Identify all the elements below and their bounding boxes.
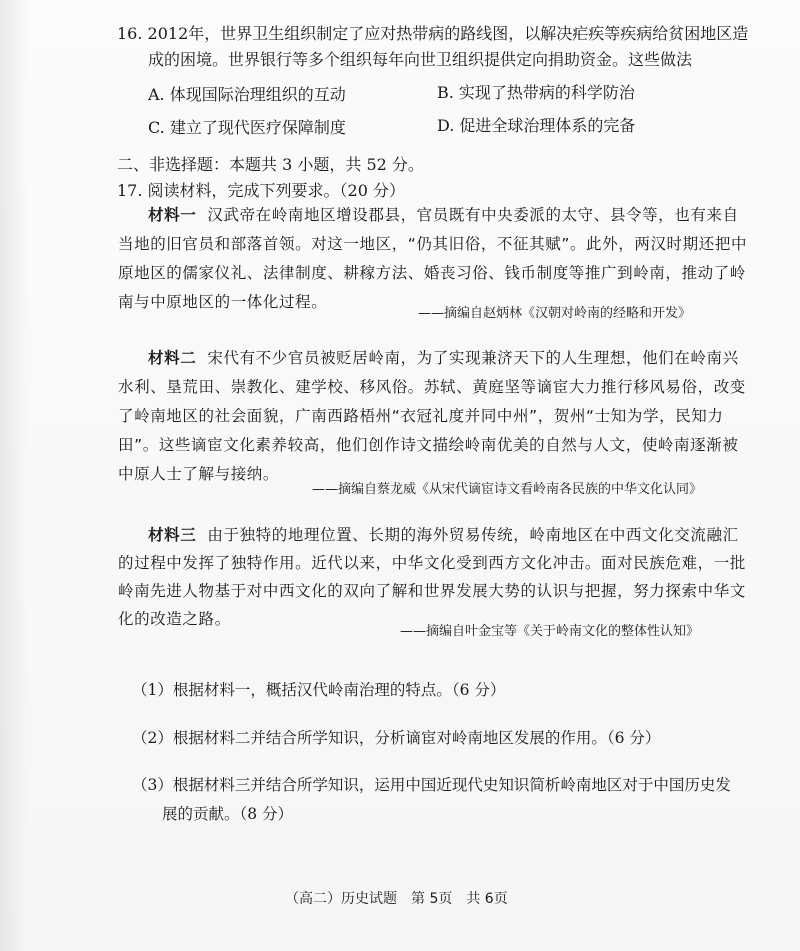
material-3-line-1	[148, 520, 739, 550]
q17-subquestion-2: （2）根据材料二并结合所学知识，分析谪宦对岭南地区发展的作用。（6 分）	[132, 729, 661, 747]
q16-option-b: B. 实现了热带病的科学防治	[437, 83, 635, 102]
q16-line-2: 成的困境。世界银行等多个组织每年向世卫组织提供定向捐助资金。这些做法	[148, 50, 693, 69]
material-1-line-1	[148, 200, 739, 230]
material-1-text-1: 汉武帝在岭南地区增设郡县，官员既有中央委派的太守、县令等，也有来自	[207, 206, 739, 224]
q17-subquestion-3-line-2: 展的贡献。（8 分）	[162, 805, 294, 823]
material-3-text-1: 由于独特的地理位置、长期的海外贸易传统，岭南地区在中西文化交流融汇	[207, 526, 739, 544]
scan-edge-shadow	[0, 0, 28, 951]
material-2-line-2: 水利、垦荒田、崇教化、建学校、移风俗。苏轼、黄庭坚等谪宦大力推行移风易俗，改变	[118, 378, 746, 396]
q17-subquestion-3-line-1: （3）根据材料三并结合所学知识，运用中国近现代史知识简析岭南地区对于中国历史发	[132, 776, 731, 794]
material-3-source: ——摘编自叶金宝等《关于岭南文化的整体性认知》	[400, 624, 700, 639]
material-1-line-4: 南与中原地区的一体化过程。	[118, 293, 328, 311]
q16-option-a: A. 体现国际治理组织的互动	[148, 85, 346, 104]
section-2-header: 二、非选择题：本题共 3 小题，共 52 分。	[117, 155, 424, 174]
material-2-text-1: 宋代有不少官员被贬居岭南，为了实现兼济天下的人生理想，他们在岭南兴	[207, 349, 739, 367]
q16-option-c: C. 建立了现代医疗保障制度	[148, 118, 346, 137]
q16-option-d: D. 促进全球治理体系的完备	[437, 116, 636, 135]
material-2-line-4: 田”。这些谪宦文化素养较高，他们创作诗文描绘岭南优美的自然与人文，使岭南逐渐被	[118, 436, 739, 454]
material-1-line-2: 当地的旧官员和部落首领。对这一地区，“仍其旧俗，不征其赋”。此外，两汉时期还把中	[118, 235, 748, 253]
material-2-line-1	[148, 343, 739, 373]
material-1-source: ——摘编自赵炳林《汉朝对岭南的经略和开发》	[418, 306, 692, 321]
material-3-line-4: 化的改造之路。	[118, 610, 231, 628]
material-3-line-3: 岭南先进人物基于对中西文化的双向了解和世界发展大势的认识与把握，努力探索中华文	[118, 582, 746, 600]
material-2-source: ——摘编自蔡龙威《从宋代谪宦诗文看岭南各民族的中华文化认同》	[312, 482, 703, 497]
material-2-lead: 材料二	[148, 349, 197, 367]
q17-header: 17. 阅读材料，完成下列要求。（20 分）	[117, 181, 405, 200]
material-1-lead: 材料一	[148, 206, 197, 224]
material-1-line-3: 原地区的儒家仪礼、法律制度、耕稼方法、婚丧习俗、钱币制度等推广到岭南，推动了岭	[118, 264, 746, 282]
q17-subquestion-1: （1）根据材料一，概括汉代岭南治理的特点。（6 分）	[132, 681, 506, 699]
material-3-line-2: 的过程中发挥了独特作用。近代以来，中华文化受到西方文化冲击。面对民族危难，一批	[118, 554, 746, 572]
material-2-line-5: 中原人士了解与接纳。	[118, 465, 280, 483]
material-2-line-3: 了岭南地区的社会面貌，广南西路梧州“衣冠礼度并同中州”，贺州“士知为学，民知力	[118, 407, 724, 425]
page-footer: （高二）历史试题 第 5页 共 6页	[285, 891, 508, 907]
material-3-lead: 材料三	[148, 526, 197, 544]
q16-line-1: 16. 2012年，世界卫生组织制定了应对热带病的路线图，以解决疟疾等疾病给贫困地区造	[117, 24, 749, 43]
